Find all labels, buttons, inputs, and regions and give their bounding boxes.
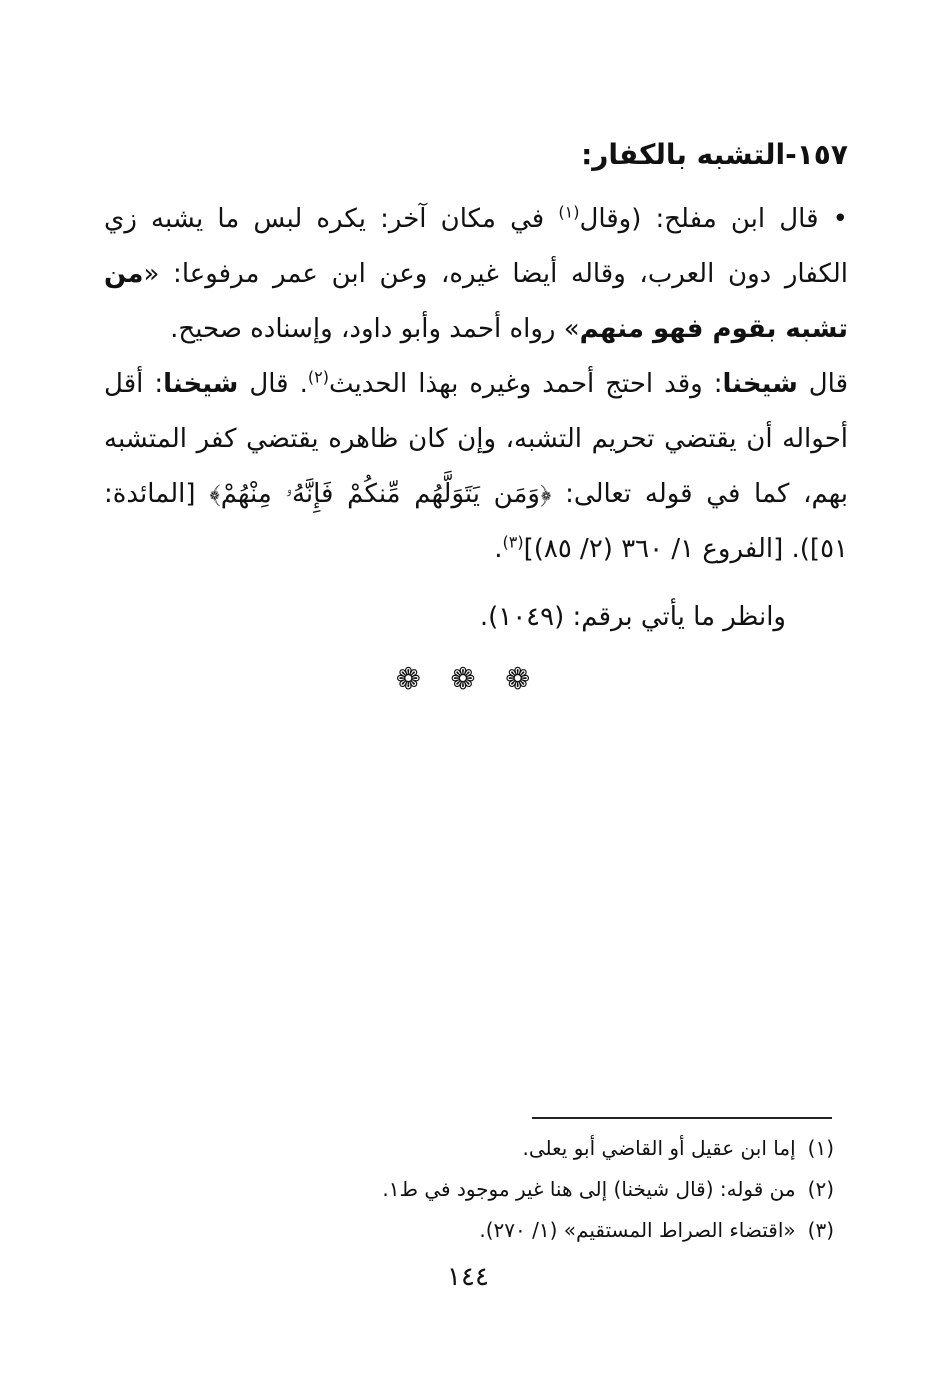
- flower-ornament-icon: ❁: [505, 662, 541, 697]
- flower-ornament-icon: ❁: [395, 662, 431, 697]
- footnote-2: [234, 1169, 834, 1210]
- footnote-3: [234, 1210, 834, 1251]
- shaykhuna-label-2: شيخنا: [163, 369, 239, 399]
- section-heading: ١٥٧-التشبه بالكفار:: [581, 138, 848, 171]
- footnote-text: «اقتضاء الصراط المستقيم» (١/ ٢٧٠).: [479, 1218, 796, 1242]
- footnote-divider: [532, 1117, 832, 1119]
- paragraph1-part3: » رواه أحمد وأبو داود، وإسناده صحيح.: [170, 314, 580, 344]
- paragraph1-part2: في مكان آخر: يكره لبس ما يشبه زي الكفار دون العرب، وقاله أيضا غيره، وعن ابن عمر مرفوعا: «: [104, 204, 848, 289]
- footnote-1: [234, 1128, 834, 1169]
- hadith-quote: من تشبه بقوم فهو منهم: [104, 259, 848, 344]
- page-number: ١٤٤: [447, 1262, 489, 1292]
- paragraph1-part1: قال ابن مفلح: (وقال: [579, 204, 819, 234]
- footnote-number: (٢): [807, 1177, 834, 1201]
- cross-reference: وانظر ما يأتي برقم: (١٠٤٩).: [479, 602, 786, 632]
- footnote-number: (٣): [807, 1218, 834, 1242]
- paragraph2-lead: قال: [797, 369, 848, 399]
- footnote-ref-3[interactable]: (٣): [502, 532, 524, 552]
- paragraph2-part2: . قال: [238, 369, 308, 399]
- shaykhuna-label-1: شيخنا: [722, 369, 798, 399]
- footnotes: [234, 1128, 834, 1251]
- section-divider: [0, 662, 936, 697]
- paragraph2-part4: .: [494, 534, 503, 564]
- paragraph2-part3: : أقل أحواله أن يقتضي تحريم التشبه، وإن كان ظاهره يقتضي كفر المتشبه بهم، كما في قوله تعالى: ﴿وَمَن يَتَوَلَّهُم مِّنكُمْ فَإِنَّهُۥ مِنْهُمْ﴾ [المائدة: ٥١]). [الفروع ١/ ٣٦٠ (٢/ ٨٥)]: [104, 369, 848, 564]
- footnote-ref-1[interactable]: (١): [558, 202, 580, 222]
- bullet: •: [832, 204, 848, 234]
- paragraph-ibn-muflih: [104, 192, 848, 357]
- paragraph2-part1: : وقد احتج أحمد وغيره بهذا الحديث: [328, 369, 723, 399]
- footnote-text: من قوله: (قال شيخنا) إلى هنا غير موجود في ط١.: [382, 1177, 796, 1201]
- paragraph-shaykhuna: [104, 357, 848, 577]
- flower-ornament-icon: ❁: [450, 662, 486, 697]
- footnote-ref-2[interactable]: (٢): [307, 367, 329, 387]
- footnote-number: (١): [807, 1136, 834, 1160]
- footnote-text: إما ابن عقيل أو القاضي أبو يعلى.: [522, 1136, 796, 1160]
